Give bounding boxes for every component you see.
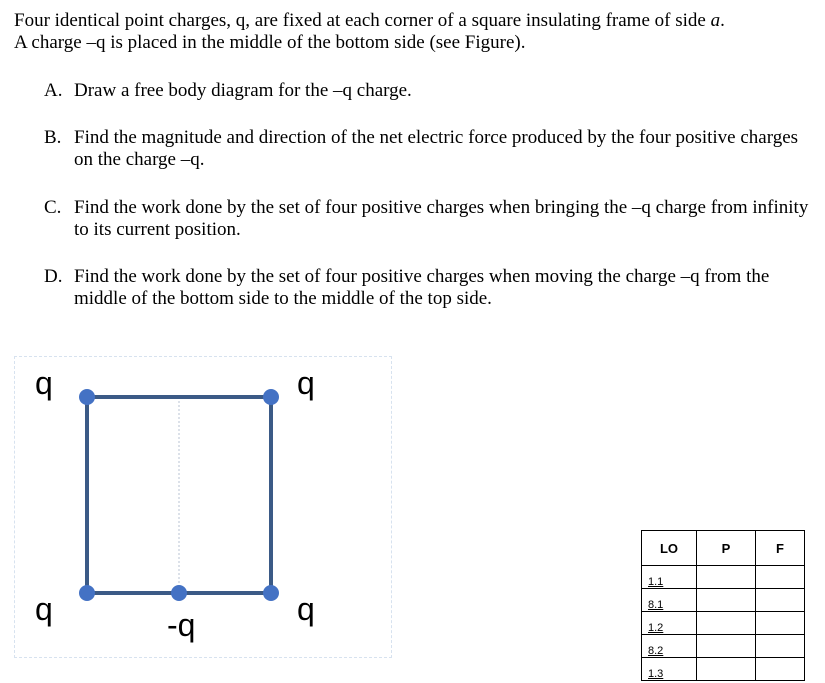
table-row (642, 566, 805, 589)
problem-intro (14, 10, 814, 54)
label-bottom-middle-minus-q: -q (167, 607, 196, 643)
p-cell[interactable] (697, 589, 756, 612)
charge-node-top-left (79, 389, 95, 405)
label-top-right-q: q (297, 365, 315, 401)
label-bottom-right-q: q (297, 591, 315, 627)
label-bottom-left-q: q (35, 591, 53, 627)
p-cell[interactable] (697, 658, 756, 681)
f-cell[interactable] (756, 589, 805, 612)
p-cell[interactable] (697, 635, 756, 658)
lo-cell: 1.3 (642, 658, 697, 681)
question-item-b: B. Find the magnitude and direction of the net electric force produced by the four positive charges on the charge –q. (44, 127, 799, 170)
table-row (642, 658, 805, 681)
label-top-left-q: q (35, 365, 53, 401)
charge-figure (14, 356, 392, 658)
f-cell[interactable] (756, 612, 805, 635)
learning-outcomes-table (641, 530, 805, 681)
intro-line-1: Four identical point charges, q, are fixed at each corner of a square insulating frame of side a. (14, 10, 725, 31)
table-row (642, 635, 805, 658)
header-lo: LO (642, 531, 697, 566)
f-cell[interactable] (756, 658, 805, 681)
p-cell[interactable] (697, 566, 756, 589)
table-row (642, 612, 805, 635)
side-variable: a (710, 10, 721, 31)
lo-cell: 1.1 (642, 566, 697, 589)
lo-cell: 8.1 (642, 589, 697, 612)
header-p: P (697, 531, 756, 566)
charge-node-bottom-middle (171, 585, 187, 601)
table-row (642, 589, 805, 612)
square-frame-diagram (15, 357, 391, 657)
question-item-d: D. Find the work done by the set of four positive charges when moving the charge –q from the middle of the bottom side to the middle of the top side. (44, 266, 770, 309)
charge-node-top-right (263, 389, 279, 405)
f-cell[interactable] (756, 566, 805, 589)
table-header-row (642, 531, 805, 566)
f-cell[interactable] (756, 635, 805, 658)
charge-node-bottom-left (79, 585, 95, 601)
intro-line-2: A charge –q is placed in the middle of the bottom side (see Figure). (14, 32, 526, 53)
header-f: F (756, 531, 805, 566)
lo-cell: 1.2 (642, 612, 697, 635)
question-item-a: A. Draw a free body diagram for the –q charge. (44, 80, 412, 101)
lo-cell: 8.2 (642, 635, 697, 658)
question-item-c: C. Find the work done by the set of four positive charges when bringing the –q charge from infinity to its current position. (44, 197, 809, 240)
p-cell[interactable] (697, 612, 756, 635)
charge-node-bottom-right (263, 585, 279, 601)
